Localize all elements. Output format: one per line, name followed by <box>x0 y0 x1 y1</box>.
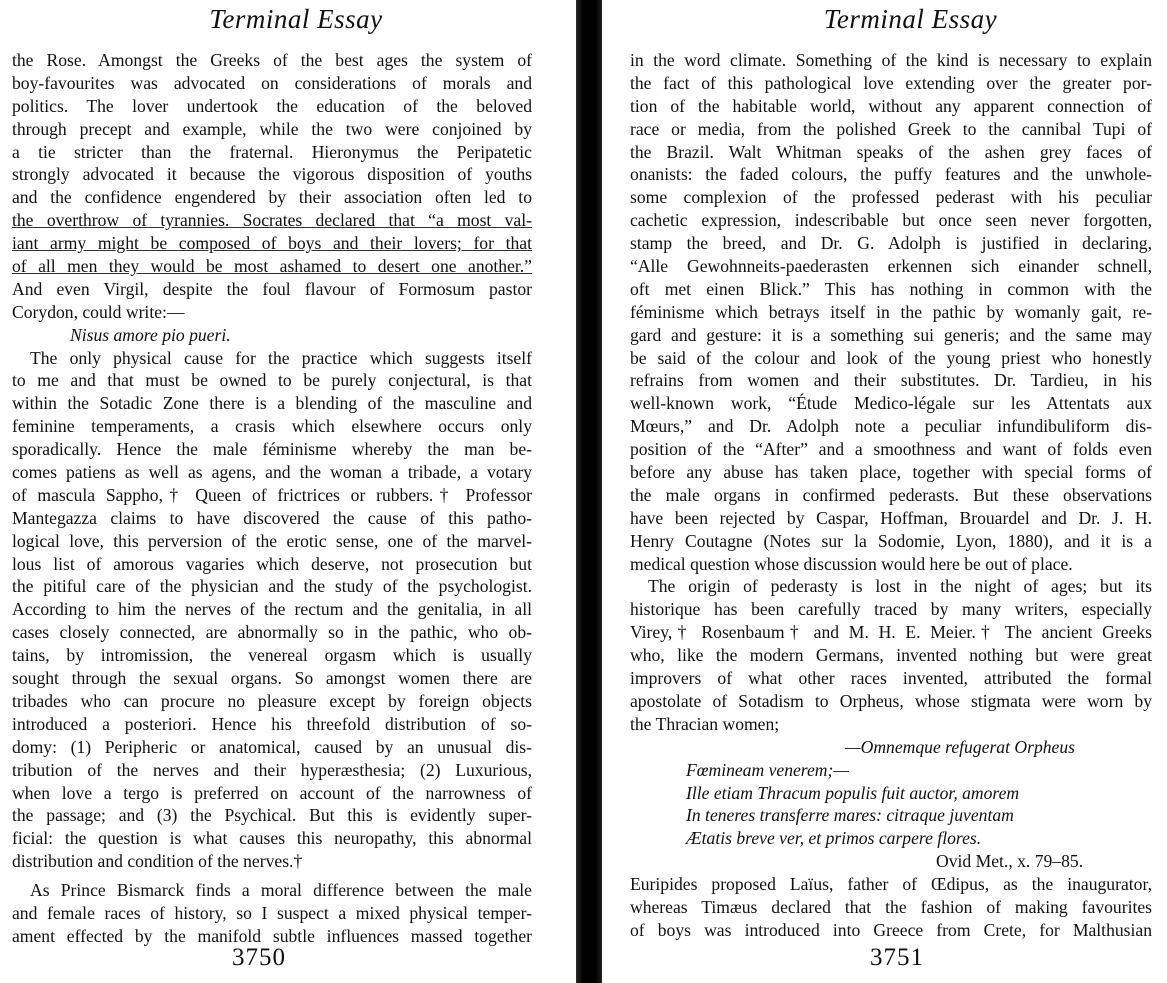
text-line: of all men they would be most ashamed to desert one another.” <box>12 256 532 277</box>
text-line: logical love, this perversion of the erotic sense, one of the marvel- <box>12 530 532 551</box>
verse-line: In teneres transferre mares: citraque juventam <box>686 805 1014 826</box>
text-line: boy-favourites was advocated on considerations of morals and <box>12 72 532 93</box>
text-line: oft met einen Blick.” This has nothing in common with the <box>630 278 1152 299</box>
text-line: be said of the colour and look of the young priest who honestly <box>630 347 1152 368</box>
text-line: Mantegazza claims to have discovered the cause of this patho- <box>12 507 532 528</box>
text-line: well-known work, “Étude Medico-légale sur les Attentats aux <box>630 393 1152 414</box>
text-line: have been rejected by Caspar, Hoffman, Brouardel and Dr. J. H. <box>630 507 1152 528</box>
text-line: As Prince Bismarck finds a moral difference between the male <box>30 880 532 901</box>
text-line: gard and gesture: it is a something sui generis; and the same may <box>630 324 1152 345</box>
text-line: Euripides proposed Laïus, father of Œdipus, as the inaugurator, <box>630 874 1152 895</box>
text-line: to me and that must be owned to be purely conjectural, is that <box>12 370 532 391</box>
text-line: within the Sotadic Zone there is a blending of the masculine and <box>12 393 532 414</box>
text-line: politics. The lover undertook the education of the beloved <box>12 95 532 116</box>
text-line: Corydon, could write:— <box>12 301 185 322</box>
verse-line: Nisus amore pio pueri. <box>70 324 231 345</box>
text-line: historique has been carefully traced by many writers, especially <box>630 599 1152 620</box>
text-line: “Alle Gewohnneits-paederasten erkennen sich einander schnell, <box>630 256 1152 277</box>
text-line: and the confidence engendered by their association often led to <box>12 187 532 208</box>
text-line: the male organs in confirmed pederasts. But these observations <box>630 484 1152 505</box>
text-line: ficial: the question is what causes this neuropathy, this abnormal <box>12 828 532 849</box>
text-line: féminisme which betrays itself in the pathic by womanly gait, re- <box>630 301 1152 322</box>
text-line: the fact of this pathological love extending over the greater por- <box>630 72 1152 93</box>
verse-line: Ætatis breve ver, et primos carpere flores. <box>686 828 982 849</box>
text-line: the Thracian women; <box>630 713 780 734</box>
text-line: ament effected by the manifold subtle influences massed together <box>12 925 532 946</box>
text-line: tribades who can procure no pleasure except by foreign objects <box>12 690 532 711</box>
text-line: cachetic expression, indescribable but once seen never forgotten, <box>630 210 1152 231</box>
verse-line: Ille etiam Thracum populis fuit auctor, amorem <box>686 782 1020 803</box>
text-line: the Rose. Amongst the Greeks of the best ages the system of <box>12 50 532 70</box>
text-line: of boys was introduced into Greece from Crete, for Malthusian <box>630 919 1152 940</box>
text-line: before any abuse has taken place, together with special forms of <box>630 462 1152 483</box>
text-line: of mascula Sappho,† Queen of frictrices or rubbers.† Professor <box>12 484 532 505</box>
text-line: onanists: the faded colours, the puffy features and the unwhole- <box>630 164 1152 185</box>
running-head: Terminal Essay <box>823 4 998 34</box>
text-line: Mœurs,” and Dr. Adolph note a peculiar infundibuliform dis- <box>630 416 1152 437</box>
text-line: in the word climate. Something of the kind is necessary to explain <box>630 50 1152 70</box>
text-line: strongly advocated it because the vigorous disposition of youths <box>12 164 532 185</box>
text-line: stamp the breed, and Dr. G. Adolph is justified in declaring, <box>630 233 1152 254</box>
text-line: Henry Coutagne (Notes sur la Sodomie, Lyon, 1880), and it is a <box>630 530 1152 551</box>
text-line: domy: (1) Peripheric or anatomical, caused by an unusual dis- <box>12 736 532 757</box>
text-line: refrains from women and their substitutes. Dr. Tardieu, in his <box>630 370 1152 391</box>
body-text <box>630 49 1152 942</box>
running-head: Terminal Essay <box>209 4 383 34</box>
text-line: feminine temperaments, a crasis which elsewhere occurs only <box>12 416 532 437</box>
text-line: apostolate of Sotadism to Orpheus, whose stigmata were worn by <box>630 690 1152 711</box>
text-line: the pitiful care of the physician and the study of the psychologist. <box>12 576 532 597</box>
text-line: sought through the sexual organs. So amongst women there are <box>12 668 532 689</box>
text-line: sporadically. Hence the male féminisme whereby the man be- <box>12 439 532 460</box>
text-line: the passage; and (3) the Psychical. But this is evidently super- <box>12 805 532 826</box>
text-line: tion of the habitable world, without any apparent connection of <box>630 95 1152 116</box>
page-number: 3750 <box>232 944 286 971</box>
text-line: race or media, from the polished Greek to the cannibal Tupi of <box>630 118 1152 139</box>
text-line: The only physical cause for the practice which suggests itself <box>30 347 532 368</box>
text-line: some complexion of the professed pederast with his peculiar <box>630 187 1152 208</box>
text-line: the Brazil. Walt Whitman speaks of the ashen grey faces of <box>630 141 1152 162</box>
text-line: introduced a posteriori. Hence his threefold distribution of so- <box>12 713 532 734</box>
text-line: when love a tergo is preferred on account of the narrowness of <box>12 782 532 803</box>
text-line: position of the “After” and a smoothness and want of folds even <box>630 439 1152 460</box>
text-line: And even Virgil, despite the foul flavour of Formosum pastor <box>12 278 532 299</box>
text-line: a tie stricter than the fraternal. Hieronymus the Peripatetic <box>12 141 532 162</box>
text-line: iant army might be composed of boys and their lovers; for that <box>12 233 532 254</box>
page-number: 3751 <box>870 944 924 971</box>
text-line: lous list of amorous vagaries which deserve, not prosecution but <box>12 553 532 574</box>
verse-line: Fœmineam venerem;— <box>686 759 850 780</box>
text-line: and female races of history, so I suspect a mixed physical temper- <box>12 902 532 923</box>
text-line: tribution of the nerves and their hyperæsthesia; (2) Luxurious, <box>12 759 532 780</box>
text-line: through precept and example, while the two were conjoined by <box>12 118 532 139</box>
text-line: tains, by intromission, the venereal orgasm which is usually <box>12 645 532 666</box>
verse-line: —Omnemque refugerat Orpheus <box>845 736 1075 757</box>
text-line: medical question whose discussion would here be out of place. <box>630 553 1073 574</box>
text-line: According to him the nerves of the rectum and the genitalia, in all <box>12 599 532 620</box>
text-line: cases closely connected, are abnormally so in the pathic, who ob- <box>12 622 532 643</box>
text-line: comes patiens as well as agens, and the woman a tribade, a votary <box>12 462 532 483</box>
text-line: distribution and condition of the nerves.† <box>12 851 303 872</box>
left-page <box>0 0 582 983</box>
text-line: the overthrow of tyrannies. Socrates declared that “a most val- <box>12 210 532 231</box>
text-line: whereas Timæus declared that the fashion of making favourites <box>630 896 1152 917</box>
text-line: The origin of pederasty is lost in the night of ages; but its <box>648 576 1152 597</box>
verse-line: Ovid Met., x. 79–85. <box>936 851 1084 872</box>
text-line: improvers of what other races invented, attributed the formal <box>630 668 1152 689</box>
text-line: Virey,† Rosenbaum† and M. H. E. Meier.† The ancient Greeks <box>630 622 1152 643</box>
body-text <box>12 49 532 948</box>
right-page <box>594 0 1167 983</box>
text-line: who, like the modern Germans, invented nothing but were great <box>630 645 1152 666</box>
